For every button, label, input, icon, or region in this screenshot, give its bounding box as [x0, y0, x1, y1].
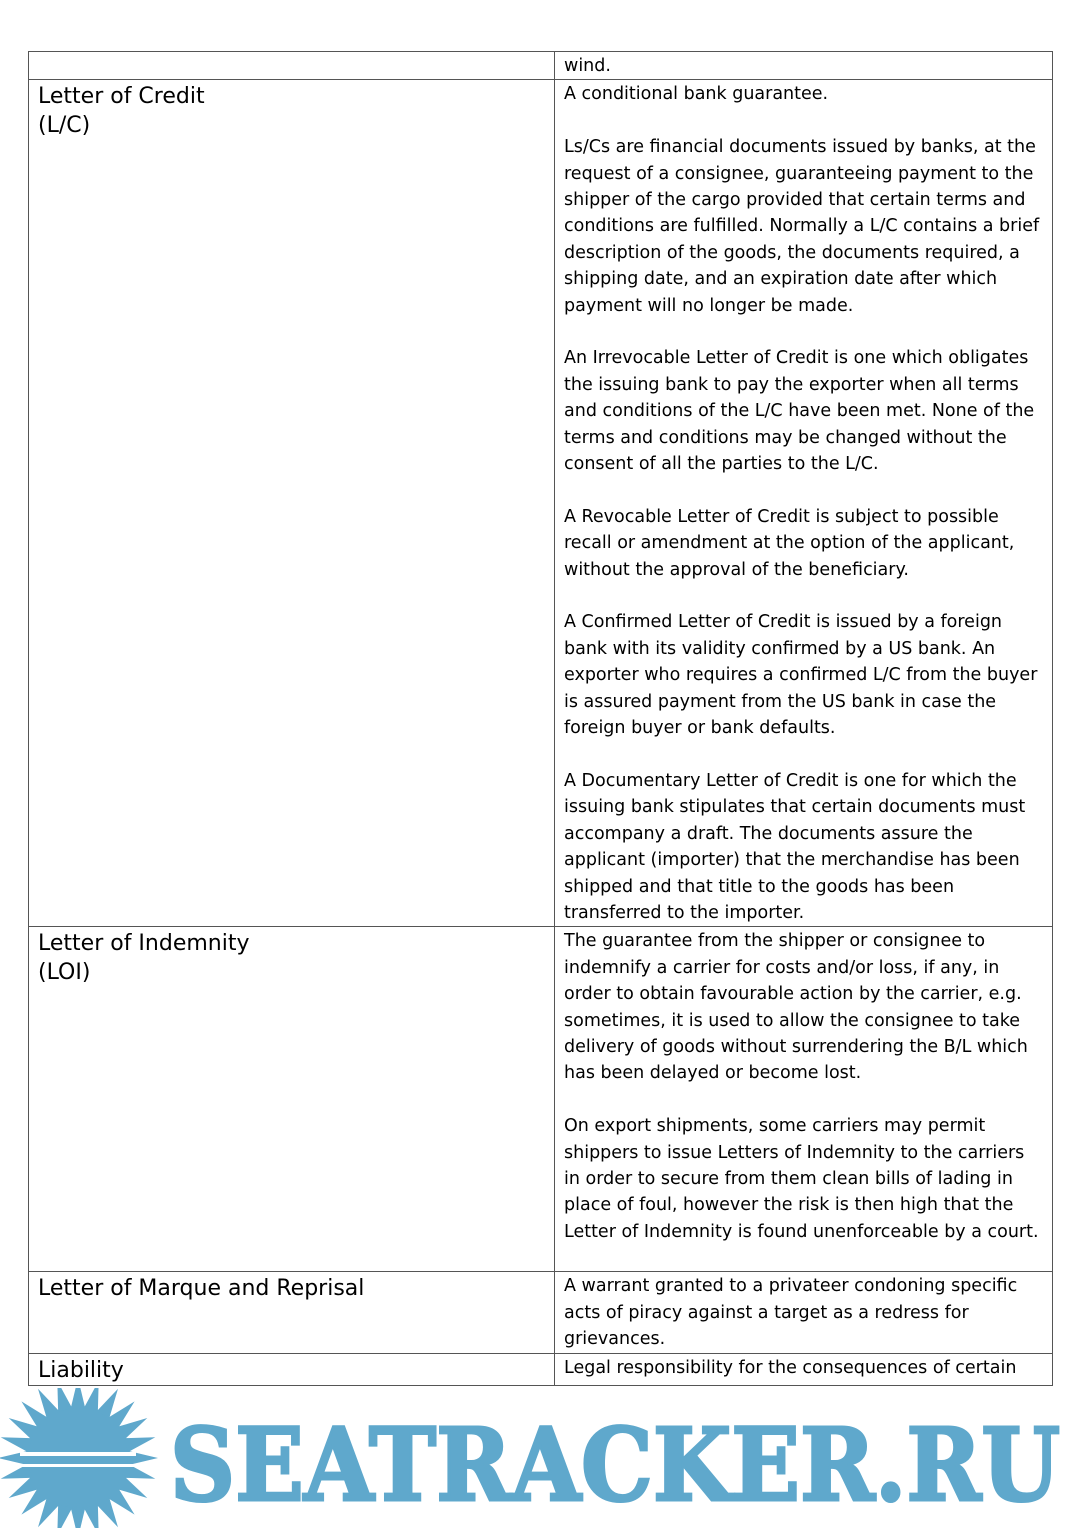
table-row — [29, 927, 1053, 1272]
definition-paragraph: A Revocable Letter of Credit is subject to possible recall or amendment at the option of the applicant, without the approval of the beneficiary. — [564, 506, 1015, 580]
definition-cell — [555, 80, 1053, 927]
term-cell — [29, 80, 555, 927]
term-cell — [29, 1353, 555, 1385]
definition-paragraph: On export shipments, some carriers may permit shippers to issue Letters of Indemnity to the carriers in order to secure from them clean bills of lading in place of foul, however the risk is then high that the Letter of Indemnity is found unenforceable by a court. — [564, 1116, 1039, 1242]
table-row — [29, 1353, 1053, 1385]
term-title: Liability — [38, 1357, 124, 1383]
definition-cell — [555, 927, 1053, 1272]
table-row — [29, 52, 1053, 80]
watermark-graphic — [0, 1388, 1080, 1528]
term-title: Letter of Marque and Reprisal — [38, 1276, 365, 1302]
term-title: Letter of Indemnity — [38, 931, 250, 957]
definition-paragraph: Ls/Cs are financial documents issued by banks, at the request of a consignee, guaranteeing payment to the shipper of the cargo provided that certain terms and conditions are fulfilled. Normally a L/C contains a brief description of the goods, the documents required, a shipping date, and an expiration date after which payment will no longer be made. — [564, 137, 1040, 316]
table-row — [29, 1272, 1053, 1353]
definition-paragraph: A Confirmed Letter of Credit is issued by a foreign bank with its validity confirmed by a US bank. An exporter who requires a confirmed L/C from the buyer is assured payment from the US bank in case the foreign buyer or bank defaults. — [564, 612, 1038, 739]
definition-paragraph: A warrant granted to a privateer condoning specific acts of piracy against a target as a redress for grievances. — [564, 1276, 1018, 1350]
watermark — [0, 1388, 1080, 1528]
term-title: Letter of Credit — [38, 84, 205, 110]
term-cell — [29, 52, 555, 80]
term-cell — [29, 927, 555, 1272]
definition-paragraph: A conditional bank guarantee. — [564, 84, 829, 105]
glossary-table — [28, 51, 1053, 1386]
term-abbreviation: (LOI) — [38, 960, 91, 986]
table-row — [29, 80, 1053, 927]
definition-paragraph: An Irrevocable Letter of Credit is one which obligates the issuing bank to pay the exporter when all terms and conditions of the L/C have been met. None of the terms and conditions may be changed without the consent of all the parties to the L/C. — [564, 348, 1035, 475]
watermark-text: SEATRACKER.RU — [170, 1406, 1060, 1524]
definition-paragraph: wind. — [564, 56, 611, 76]
term-cell — [29, 1272, 555, 1353]
definition-paragraph: A Documentary Letter of Credit is one for which the issuing bank stipulates that certain documents must accompany a draft. The documents assure the applicant (importer) that the merchandise has been shipped and that title to the goods has been transferred to the importer. — [564, 770, 1026, 923]
sun-icon — [0, 1388, 158, 1528]
definition-paragraph: The guarantee from the shipper or consignee to indemnify a carrier for costs and/or loss, if any, in order to obtain favourable action by the carrier, e.g. sometimes, it is used to allow the consignee to take delivery of goods without surrendering the B/L which has been delayed or become lost. — [564, 931, 1028, 1084]
definition-cell — [555, 1272, 1053, 1353]
definition-paragraph: Legal responsibility for the consequences of certain — [564, 1357, 1017, 1378]
definition-cell — [555, 1353, 1053, 1385]
term-abbreviation: (L/C) — [38, 113, 91, 139]
definition-cell — [555, 52, 1053, 80]
